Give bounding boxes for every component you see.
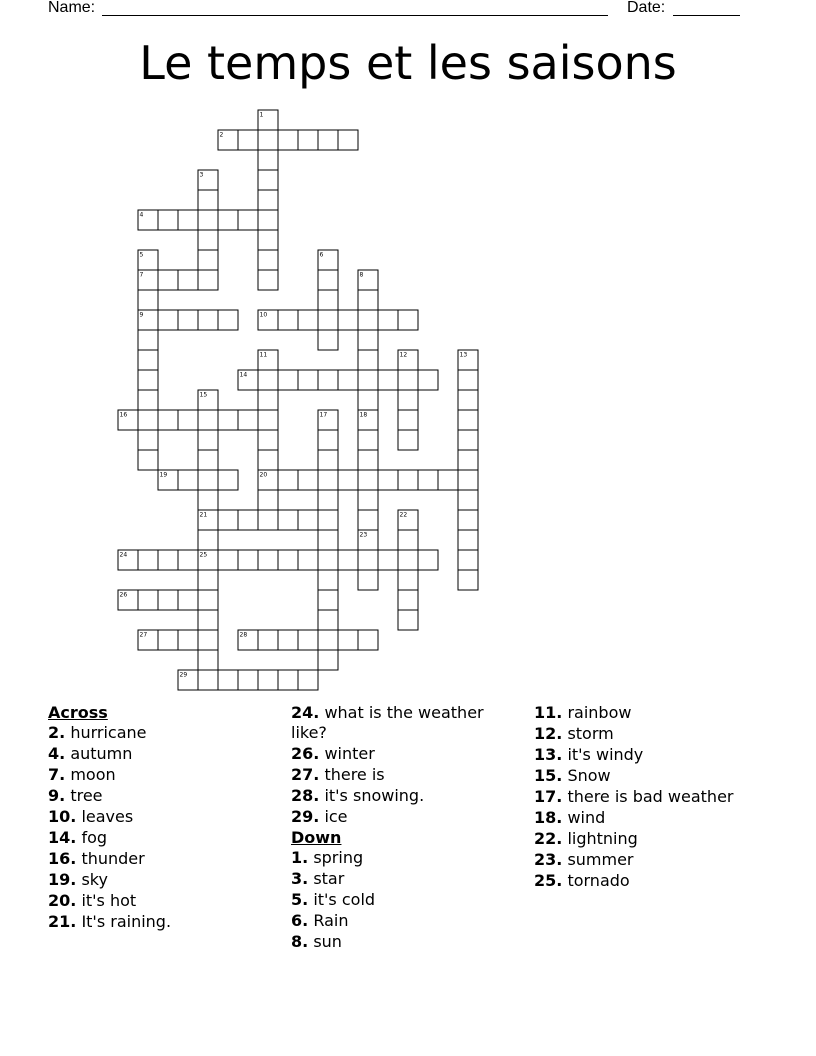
- clue-item: [534, 745, 794, 765]
- grid-cell[interactable]: [318, 310, 338, 330]
- grid-cell[interactable]: [318, 510, 338, 530]
- clue-text: summer: [567, 850, 634, 869]
- clue-text: winter: [324, 744, 375, 763]
- grid-cell[interactable]: [218, 210, 238, 230]
- grid-cell[interactable]: [158, 270, 178, 290]
- clue-column-1: [48, 703, 278, 933]
- grid-clue-number: 22: [399, 511, 408, 519]
- grid-cell[interactable]: [198, 630, 218, 650]
- grid-cell[interactable]: [338, 370, 358, 390]
- clue-number: 3.: [291, 869, 309, 888]
- grid-cell[interactable]: [278, 370, 298, 390]
- clue-item: [534, 766, 794, 786]
- grid-cell[interactable]: [178, 550, 198, 570]
- clue-number: 24.: [291, 703, 320, 722]
- grid-cell[interactable]: [398, 590, 418, 610]
- clue-item: [291, 890, 516, 910]
- grid-cell[interactable]: [258, 410, 278, 430]
- grid-cell[interactable]: [298, 670, 318, 690]
- clue-item: [48, 828, 278, 848]
- clue-item: [534, 871, 794, 891]
- clue-number: 14.: [48, 828, 77, 847]
- grid-cell[interactable]: [398, 610, 418, 630]
- grid-clue-number: 20: [259, 471, 268, 479]
- grid-cell[interactable]: [358, 630, 378, 650]
- grid-cell[interactable]: [138, 410, 158, 430]
- grid-cell[interactable]: [198, 650, 218, 670]
- clue-text: autumn: [70, 744, 133, 763]
- grid-cell[interactable]: [298, 630, 318, 650]
- clue-number: 7.: [48, 765, 66, 784]
- grid-cell[interactable]: [138, 430, 158, 450]
- clue-item: [291, 703, 516, 743]
- grid-cell[interactable]: [358, 370, 378, 390]
- grid-cell[interactable]: [178, 310, 198, 330]
- grid-cell[interactable]: [318, 530, 338, 550]
- grid-cell[interactable]: [358, 550, 378, 570]
- clue-number: 18.: [534, 808, 563, 827]
- grid-cell[interactable]: [458, 470, 478, 490]
- down-clue-list: [291, 848, 516, 952]
- grid-cell[interactable]: [398, 390, 418, 410]
- grid-cell[interactable]: [158, 590, 178, 610]
- grid-cell[interactable]: [298, 370, 318, 390]
- grid-cell[interactable]: [298, 550, 318, 570]
- grid-cell[interactable]: [198, 430, 218, 450]
- grid-cell[interactable]: [198, 210, 218, 230]
- grid-cell[interactable]: [198, 570, 218, 590]
- grid-cell[interactable]: [258, 270, 278, 290]
- grid-cell[interactable]: [258, 430, 278, 450]
- grid-cell[interactable]: [138, 350, 158, 370]
- clue-text: leaves: [81, 807, 134, 826]
- grid-clue-number: 6: [319, 251, 324, 259]
- clue-number: 10.: [48, 807, 77, 826]
- grid-cell[interactable]: [318, 370, 338, 390]
- grid-cell[interactable]: [198, 450, 218, 470]
- grid-cell[interactable]: [318, 630, 338, 650]
- grid-cell[interactable]: [198, 410, 218, 430]
- grid-cell[interactable]: [218, 310, 238, 330]
- grid-cell[interactable]: [218, 510, 238, 530]
- grid-cell[interactable]: [238, 410, 258, 430]
- grid-clue-number: 21: [199, 511, 208, 519]
- grid-cell[interactable]: [418, 370, 438, 390]
- clue-text: moon: [70, 765, 116, 784]
- across-heading: Across: [48, 703, 108, 722]
- grid-cell[interactable]: [218, 470, 238, 490]
- clue-item: [48, 912, 278, 932]
- grid-cell[interactable]: [278, 310, 298, 330]
- clue-text: it's snowing.: [324, 786, 425, 805]
- name-label: Name:: [48, 0, 96, 16]
- clue-text: Snow: [567, 766, 611, 785]
- clue-number: 13.: [534, 745, 563, 764]
- grid-cell[interactable]: [458, 530, 478, 550]
- grid-cell[interactable]: [458, 570, 478, 590]
- clue-text: fog: [81, 828, 108, 847]
- clue-number: 5.: [291, 890, 309, 909]
- grid-cell[interactable]: [198, 310, 218, 330]
- grid-clue-number: 28: [239, 631, 248, 639]
- grid-cell[interactable]: [318, 610, 338, 630]
- clue-number: 4.: [48, 744, 66, 763]
- grid-cell[interactable]: [278, 510, 298, 530]
- grid-cell[interactable]: [258, 450, 278, 470]
- grid-cell[interactable]: [358, 450, 378, 470]
- grid-cell[interactable]: [318, 130, 338, 150]
- clue-text: tornado: [567, 871, 630, 890]
- clue-number: 15.: [534, 766, 563, 785]
- clue-item: [534, 850, 794, 870]
- clue-column-2: [291, 703, 516, 953]
- clue-text: it's cold: [313, 890, 376, 909]
- clue-text: there is bad weather: [567, 787, 734, 806]
- grid-clue-number: 18: [359, 411, 368, 419]
- grid-cell[interactable]: [198, 590, 218, 610]
- grid-clue-number: 13: [459, 351, 468, 359]
- grid-cell[interactable]: [458, 550, 478, 570]
- clue-number: 28.: [291, 786, 320, 805]
- grid-cell[interactable]: [138, 450, 158, 470]
- grid-cell[interactable]: [458, 450, 478, 470]
- clue-text: storm: [567, 724, 614, 743]
- clue-column-3: [534, 703, 794, 892]
- grid-cell[interactable]: [238, 670, 258, 690]
- clue-text: spring: [313, 848, 364, 867]
- grid-cell[interactable]: [358, 390, 378, 410]
- grid-cell[interactable]: [398, 410, 418, 430]
- grid-cell[interactable]: [318, 570, 338, 590]
- grid-cell[interactable]: [218, 670, 238, 690]
- grid-cell[interactable]: [138, 370, 158, 390]
- clue-text: tree: [70, 786, 103, 805]
- grid-cell[interactable]: [298, 310, 318, 330]
- clue-text: hurricane: [70, 723, 147, 742]
- grid-cell[interactable]: [178, 630, 198, 650]
- clue-text: Rain: [313, 911, 349, 930]
- grid-cell[interactable]: [398, 530, 418, 550]
- grid-cell[interactable]: [318, 270, 338, 290]
- grid-cell[interactable]: [158, 630, 178, 650]
- clue-number: 6.: [291, 911, 309, 930]
- clue-item: [291, 744, 516, 764]
- clue-text: sun: [313, 932, 342, 951]
- grid-clue-number: 26: [119, 591, 128, 599]
- grid-cell[interactable]: [458, 430, 478, 450]
- grid-cell[interactable]: [358, 470, 378, 490]
- grid-clue-number: 25: [199, 551, 208, 559]
- grid-cell[interactable]: [338, 130, 358, 150]
- clue-item: [48, 723, 278, 743]
- grid-cell[interactable]: [318, 490, 338, 510]
- clue-text: lightning: [567, 829, 638, 848]
- grid-clue-number: 15: [199, 391, 208, 399]
- grid-clue-number: 1: [259, 111, 264, 119]
- grid-cell[interactable]: [278, 550, 298, 570]
- grid-clue-number: 19: [159, 471, 168, 479]
- grid-clue-number: 3: [199, 171, 204, 179]
- clue-item: [534, 829, 794, 849]
- grid-cell[interactable]: [198, 230, 218, 250]
- grid-cell[interactable]: [458, 510, 478, 530]
- grid-cell[interactable]: [458, 490, 478, 510]
- grid-cell[interactable]: [378, 470, 398, 490]
- clue-number: 27.: [291, 765, 320, 784]
- grid-clue-number: 11: [259, 351, 268, 359]
- grid-cell[interactable]: [258, 190, 278, 210]
- grid-cell[interactable]: [238, 510, 258, 530]
- grid-clue-number: 24: [119, 551, 128, 559]
- grid-cell[interactable]: [318, 590, 338, 610]
- grid-cell[interactable]: [418, 550, 438, 570]
- clue-number: 12.: [534, 724, 563, 743]
- clue-number: 21.: [48, 912, 77, 931]
- grid-clue-number: 16: [119, 411, 128, 419]
- clue-text: It's raining.: [81, 912, 172, 931]
- page-title: Le temps et les saisons: [139, 36, 677, 90]
- grid-cell[interactable]: [378, 310, 398, 330]
- grid-cell[interactable]: [418, 470, 438, 490]
- clue-item: [534, 703, 794, 723]
- clue-item: [291, 911, 516, 931]
- grid-cell[interactable]: [358, 490, 378, 510]
- grid-cell[interactable]: [218, 550, 238, 570]
- grid-cell[interactable]: [398, 310, 418, 330]
- grid-cell[interactable]: [278, 130, 298, 150]
- clue-item: [291, 807, 516, 827]
- grid-clue-number: 9: [139, 311, 144, 319]
- clue-number: 29.: [291, 807, 320, 826]
- grid-cell[interactable]: [378, 370, 398, 390]
- grid-cell[interactable]: [358, 290, 378, 310]
- clue-item: [291, 765, 516, 785]
- down-clue-list-continued: [534, 703, 794, 891]
- grid-cell[interactable]: [238, 550, 258, 570]
- grid-cell[interactable]: [198, 470, 218, 490]
- grid-cell[interactable]: [138, 590, 158, 610]
- grid-clue-number: 7: [139, 271, 144, 279]
- grid-clue-number: 23: [359, 531, 368, 539]
- grid-cell[interactable]: [258, 490, 278, 510]
- grid-cell[interactable]: [358, 350, 378, 370]
- grid-cell[interactable]: [138, 290, 158, 310]
- grid-clue-number: 8: [359, 271, 364, 279]
- clue-number: 16.: [48, 849, 77, 868]
- grid-clue-number: 29: [179, 671, 188, 679]
- grid-cell[interactable]: [158, 310, 178, 330]
- grid-cell[interactable]: [258, 670, 278, 690]
- grid-cell[interactable]: [178, 210, 198, 230]
- grid-cell[interactable]: [198, 190, 218, 210]
- clue-text: it's hot: [81, 891, 137, 910]
- grid-cell[interactable]: [198, 530, 218, 550]
- grid-cell[interactable]: [158, 550, 178, 570]
- grid-cell[interactable]: [278, 630, 298, 650]
- grid-cell[interactable]: [358, 570, 378, 590]
- clue-number: 19.: [48, 870, 77, 889]
- clue-item: [291, 786, 516, 806]
- grid-cell[interactable]: [318, 450, 338, 470]
- grid-cell[interactable]: [298, 510, 318, 530]
- grid-cell[interactable]: [318, 470, 338, 490]
- clue-text: it's windy: [567, 745, 644, 764]
- clue-item: [48, 807, 278, 827]
- clue-number: 26.: [291, 744, 320, 763]
- clue-item: [534, 724, 794, 744]
- clue-item: [534, 787, 794, 807]
- grid-clue-number: 17: [319, 411, 328, 419]
- clue-item: [291, 869, 516, 889]
- grid-cell[interactable]: [318, 290, 338, 310]
- grid-cell[interactable]: [398, 370, 418, 390]
- grid-cell[interactable]: [318, 330, 338, 350]
- grid-cell[interactable]: [258, 550, 278, 570]
- clue-item: [48, 786, 278, 806]
- clue-number: 22.: [534, 829, 563, 848]
- clue-item: [48, 870, 278, 890]
- grid-cell[interactable]: [278, 470, 298, 490]
- clue-item: [534, 808, 794, 828]
- grid-cell[interactable]: [138, 550, 158, 570]
- grid-cell[interactable]: [338, 630, 358, 650]
- grid-cell[interactable]: [198, 670, 218, 690]
- grid-clue-number: 5: [139, 251, 144, 259]
- grid-cell[interactable]: [318, 550, 338, 570]
- grid-cell[interactable]: [258, 230, 278, 250]
- grid-cell[interactable]: [258, 510, 278, 530]
- grid-cell[interactable]: [158, 210, 178, 230]
- grid-cell[interactable]: [198, 270, 218, 290]
- grid-cell[interactable]: [458, 390, 478, 410]
- clue-text: star: [313, 869, 345, 888]
- clue-text: what is the weather like?: [291, 703, 484, 742]
- grid-cell[interactable]: [258, 150, 278, 170]
- date-label: Date:: [627, 0, 666, 16]
- clue-number: 9.: [48, 786, 66, 805]
- grid-cell[interactable]: [438, 470, 458, 490]
- grid-cell[interactable]: [398, 470, 418, 490]
- grid-cell[interactable]: [458, 410, 478, 430]
- grid-cell[interactable]: [358, 310, 378, 330]
- grid-cell[interactable]: [378, 550, 398, 570]
- grid-cell[interactable]: [258, 130, 278, 150]
- grid-cell[interactable]: [338, 470, 358, 490]
- grid-cell[interactable]: [298, 130, 318, 150]
- grid-cell[interactable]: [278, 670, 298, 690]
- clue-text: wind: [567, 808, 606, 827]
- clue-number: 1.: [291, 848, 309, 867]
- grid-cell[interactable]: [178, 270, 198, 290]
- grid-cell[interactable]: [258, 250, 278, 270]
- clue-item: [48, 765, 278, 785]
- clue-number: 23.: [534, 850, 563, 869]
- grid-cell[interactable]: [158, 410, 178, 430]
- grid-cell[interactable]: [258, 630, 278, 650]
- grid-cell[interactable]: [198, 610, 218, 630]
- down-heading: Down: [291, 828, 342, 847]
- clue-number: 17.: [534, 787, 563, 806]
- clue-number: 25.: [534, 871, 563, 890]
- clue-item: [291, 932, 516, 952]
- clue-text: sky: [81, 870, 108, 889]
- grid-clue-number: 2: [219, 131, 224, 139]
- grid-cell[interactable]: [178, 590, 198, 610]
- clue-number: 20.: [48, 891, 77, 910]
- clue-number: 11.: [534, 703, 563, 722]
- grid-clue-number: 27: [139, 631, 148, 639]
- across-clue-list-continued: [291, 703, 516, 827]
- grid-cell[interactable]: [258, 210, 278, 230]
- grid-cell[interactable]: [338, 550, 358, 570]
- clue-number: 8.: [291, 932, 309, 951]
- grid-cell[interactable]: [138, 330, 158, 350]
- clue-text: rainbow: [567, 703, 632, 722]
- grid-cell[interactable]: [138, 390, 158, 410]
- grid-cell[interactable]: [338, 310, 358, 330]
- grid-clue-number: 4: [139, 211, 144, 219]
- grid-cell[interactable]: [358, 330, 378, 350]
- clue-text: there is: [324, 765, 385, 784]
- clue-number: 2.: [48, 723, 66, 742]
- grid-cell[interactable]: [198, 490, 218, 510]
- grid-cell[interactable]: [458, 370, 478, 390]
- grid-cell[interactable]: [238, 210, 258, 230]
- grid-cell[interactable]: [198, 250, 218, 270]
- grid-cell[interactable]: [258, 390, 278, 410]
- grid-clue-number: 12: [399, 351, 408, 359]
- grid-cell[interactable]: [298, 470, 318, 490]
- grid-cell[interactable]: [358, 510, 378, 530]
- grid-cell[interactable]: [318, 650, 338, 670]
- grid-cell[interactable]: [178, 410, 198, 430]
- clue-item: [48, 849, 278, 869]
- grid-cell[interactable]: [398, 570, 418, 590]
- grid-clue-number: 10: [259, 311, 268, 319]
- grid-cell[interactable]: [398, 550, 418, 570]
- grid-cell[interactable]: [218, 410, 238, 430]
- grid-cell[interactable]: [238, 130, 258, 150]
- grid-cell[interactable]: [358, 430, 378, 450]
- grid-cell[interactable]: [178, 470, 198, 490]
- clue-text: thunder: [81, 849, 145, 868]
- grid-cell[interactable]: [258, 370, 278, 390]
- grid-cell[interactable]: [318, 430, 338, 450]
- grid-cell[interactable]: [398, 430, 418, 450]
- clue-item: [48, 891, 278, 911]
- grid-cell[interactable]: [258, 170, 278, 190]
- clue-item: [291, 848, 516, 868]
- grid-clue-number: 14: [239, 371, 248, 379]
- across-clue-list: [48, 723, 278, 932]
- clue-text: ice: [324, 807, 348, 826]
- clue-item: [48, 744, 278, 764]
